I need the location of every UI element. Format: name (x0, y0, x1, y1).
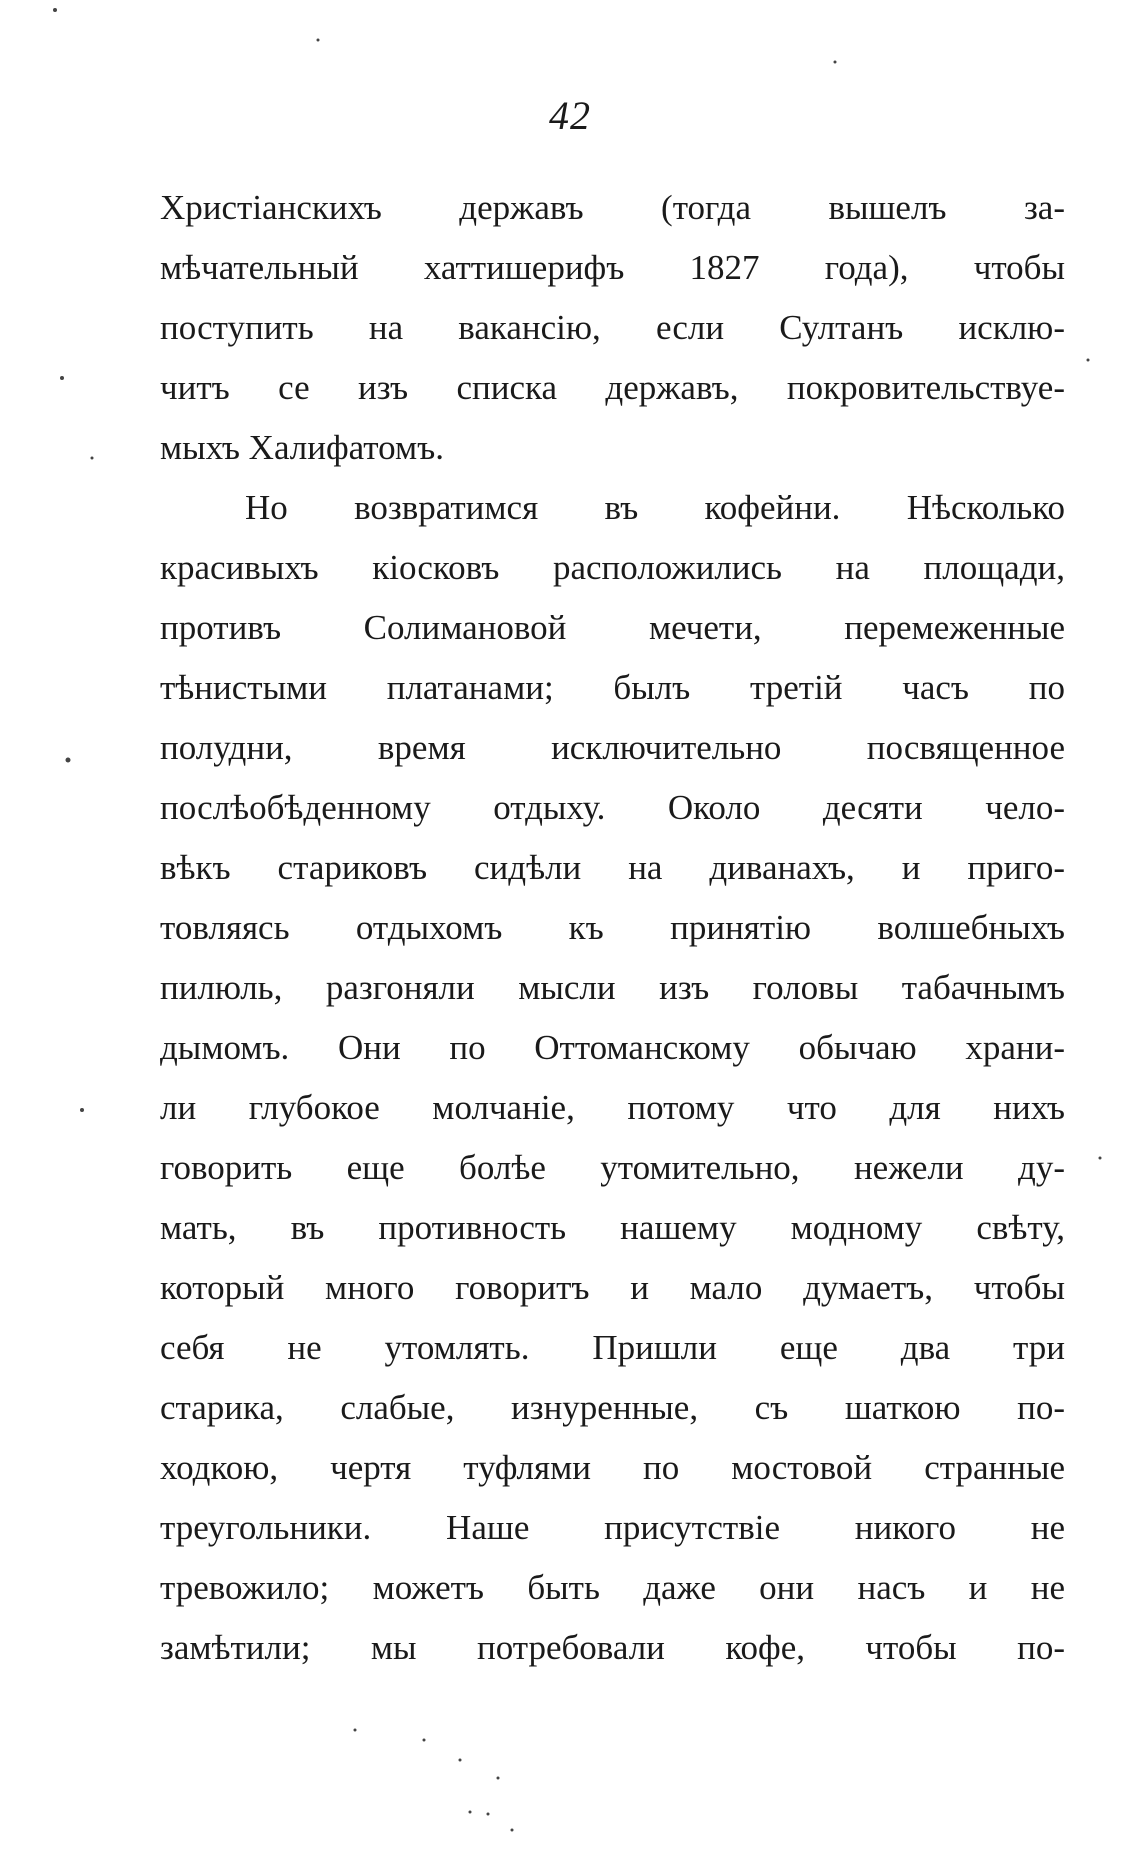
text-line: ли глубокое молчаніе, потому что для нихъ (160, 1088, 1065, 1127)
text-line: тѣнистыми платанами; былъ третій часъ по (160, 668, 1065, 707)
text-line: говорить еще болѣе утомительно, нежели ду- (160, 1148, 1065, 1187)
text-line: Но возвратимся въ кофейни. Нѣсколько (245, 488, 1065, 527)
text-line: тревожило; можетъ быть даже они насъ и не (160, 1568, 1065, 1607)
page-number: 42 (549, 93, 591, 138)
body-text (160, 178, 1065, 1678)
text-line: который много говоритъ и мало думаетъ, чтобы (160, 1268, 1065, 1307)
text-line: товляясь отдыхомъ къ принятію волшебныхъ (160, 908, 1065, 947)
text-line: мѣчательный хаттишерифъ 1827 года), чтобы (160, 248, 1065, 287)
text-line: ходкою, чертя туфлями по мостовой странные (160, 1448, 1065, 1487)
text-line: красивыхъ кіосковъ расположились на площади, (160, 548, 1065, 587)
text-line: старика, слабые, изнуренные, съ шаткою по- (160, 1388, 1065, 1427)
text-line: противъ Солимановой мечети, перемеженные (160, 608, 1065, 647)
text-line: поступить на вакансію, если Султанъ исклю- (160, 308, 1065, 347)
text-line: послѣобѣденному отдыху. Около десяти чело- (160, 788, 1065, 827)
text-line: вѣкъ стариковъ сидѣли на диванахъ, и приго- (160, 848, 1065, 887)
text-line: Христіанскихъ державъ (тогда вышелъ за- (160, 188, 1065, 227)
paragraph-2 (160, 478, 1065, 1678)
text-line: замѣтили; мы потребовали кофе, чтобы по- (160, 1628, 1065, 1667)
text-line: читъ се изъ списка державъ, покровительствуе- (160, 368, 1065, 407)
text-line: дымомъ. Они по Оттоманскому обычаю храни- (160, 1028, 1065, 1067)
text-line: мать, въ противность нашему модному свѣту, (160, 1208, 1065, 1247)
paragraph-1 (160, 178, 1065, 478)
text-line: полудни, время исключительно посвященное (160, 728, 1065, 767)
text-line: себя не утомлять. Пришли еще два три (160, 1328, 1065, 1367)
text-line: треугольники. Наше присутствіе никого не (160, 1508, 1065, 1547)
text-line: пилюль, разгоняли мысли изъ головы табачнымъ (160, 968, 1065, 1007)
text-line: мыхъ Халифатомъ. (160, 428, 444, 467)
